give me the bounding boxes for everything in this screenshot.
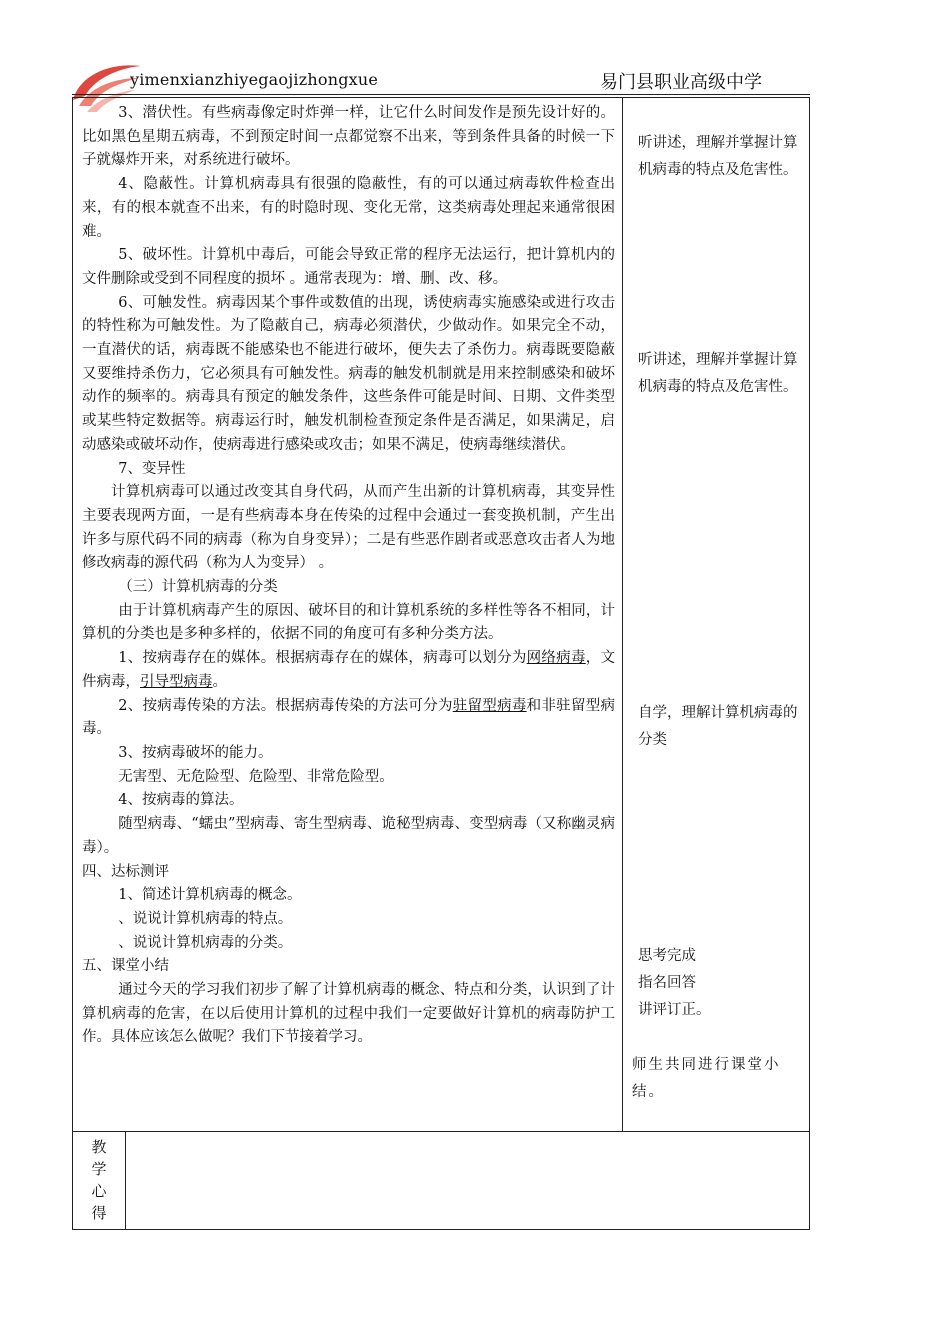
paragraph-latency: 3、潜伏性。有些病毒像定时炸弹一样，让它什么时间发作是预先设计好的。比如黑色星期五病毒，不到预定时间一点都觉察不出来，等到条件具备的时候一下子就爆炸开来，对系统进行破坏。 — [82, 105, 615, 169]
header-pinyin: yimenxianzhiyegaojizhongxue — [130, 70, 379, 89]
paragraph-by-algorithm: 4、按病毒的算法。 — [118, 792, 244, 809]
paragraph-concealment: 4、隐蔽性。计算机病毒具有很强的隐蔽性，有的可以通过病毒软件检查出来，有的根本就查不出来，有的时隐时现、变化无常，这类病毒处理起来通常很困难。 — [82, 176, 615, 240]
assessment-question-1: 1、简述计算机病毒的概念。 — [118, 887, 302, 904]
section-classification-heading: （三）计算机病毒的分类 — [118, 579, 278, 596]
side-note-4 — [638, 943, 798, 1024]
paragraph-by-media: 1、按病毒存在的媒体。根据病毒存在的媒体，病毒可以划分为网络病毒，文件病毒，引导型病毒。 — [82, 650, 615, 690]
network-virus-term: 网络病毒 — [526, 650, 586, 667]
side-note-3: 自学，理解计算机病毒的分类 — [638, 705, 798, 748]
paragraph-triggerability: 6、可触发性。病毒因某个事件或数值的出现，诱使病毒实施感染或进行攻击的特性称为可触发性。为了隐蔽自己，病毒必须潜伏，少做动作。如果完全不动，一直潜伏的话，病毒既不能感染也不能进行破坏，便失去了杀伤力。病毒既要隐蔽又要维持杀伤力，它必须具有可触发性。病毒的触发机制就是用来控制感染和破坏动作的频率的。病毒具有预定的触发条件，这些条件可能是时间、日期、文件类型或某些特定数据等。病毒运行时，触发机制检查预定条件是否满足，如果满足，启动感染或破坏动作，使病毒进行感染或攻击；如果不满足，使病毒继续潜伏。 — [82, 294, 615, 453]
side-note-1: 听讲述，理解并掌握计算机病毒的特点及危害性。 — [638, 135, 798, 178]
paragraph-by-infection: 2、按病毒传染的方法。根据病毒传染的方法可分为驻留型病毒和非驻留型病毒。 — [82, 697, 616, 738]
teaching-reflection-label: 教 学 心 得 — [91, 1138, 107, 1222]
paragraph-destructiveness: 5、破坏性。计算机中毒后，可能会导致正常的程序无法运行，把计算机内的文件删除或受到不同程度的损坏 。通常表现为：增、删、改、移。 — [82, 247, 615, 287]
header-school-name: 易门县职业高级中学 — [600, 72, 762, 93]
assessment-question-2: 、说说计算机病毒的特点。 — [118, 910, 293, 927]
reflect-divider — [125, 1131, 126, 1230]
lesson-content — [82, 102, 615, 1050]
boot-virus-term: 引导型病毒 — [140, 673, 213, 690]
paragraph-algorithm-types: 随型病毒、“蠕虫”型病毒、寄生型病毒、诡秘型病毒、变型病毒（又称幽灵病毒）。 — [82, 816, 615, 856]
paragraph-variability: 计算机病毒可以通过改变其自身代码，从而产生出新的计算机病毒，其变异性主要表现两方面，一是有些病毒本身在传染的过程中会通过一套变换机制，产生出许多与原代码不同的病毒（称为自身变异）；二是有些恶作剧者或恶意攻击者人为地修改病毒的源代码（称为人为变异） 。 — [82, 484, 615, 572]
resident-virus-term: 驻留型病毒 — [452, 697, 527, 714]
side-note-2: 听讲述，理解并掌握计算机病毒的特点及危害性。 — [638, 352, 798, 395]
side-note-5: 师生共同进行课堂小结。 — [632, 1057, 781, 1100]
paragraph-by-damage: 3、按病毒破坏的能力。 — [118, 744, 273, 761]
page-header — [72, 60, 810, 96]
side-note-4-line-2: 指名回答 — [638, 975, 696, 991]
paragraph-damage-types: 无害型、无危险型、危险型、非常危险型。 — [118, 768, 394, 785]
paragraph-classification-intro: 由于计算机病毒产生的原因、破坏目的和计算机系统的多样性等各不相同，计算机的分类也是多种多样的，依据不同的角度可有多种分类方法。 — [82, 602, 615, 643]
header-rule-top — [72, 94, 810, 95]
column-divider — [622, 98, 623, 1131]
assessment-question-3: 、说说计算机病毒的分类。 — [118, 934, 293, 951]
side-note-4-line-3: 讲评订正。 — [638, 1002, 711, 1018]
paragraph-summary: 通过今天的学习我们初步了解了计算机病毒的概念、特点和分类，认识到了计算机病毒的危害，在以后使用计算机的过程中我们一定要做好计算机的病毒防护工作。具体应该怎么做呢？我们下节接着学习。 — [82, 982, 615, 1046]
row-divider — [72, 1131, 810, 1132]
section-assessment-heading: 四、达标测评 — [82, 863, 169, 880]
paragraph-variability-heading: 7、变异性 — [118, 460, 186, 477]
side-note-4-line-1: 思考完成 — [638, 948, 696, 964]
section-summary-heading: 五、课堂小结 — [82, 958, 169, 975]
